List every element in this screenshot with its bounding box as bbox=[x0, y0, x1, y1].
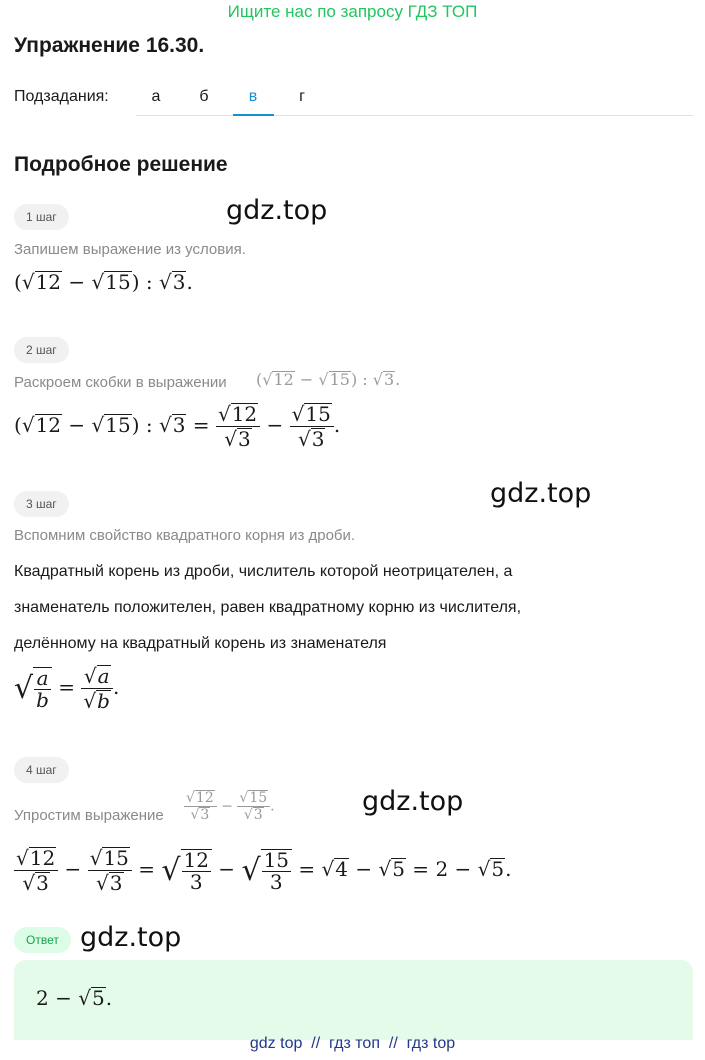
active-subtab-indicator bbox=[233, 114, 274, 116]
page-title: Упражнение 16.30. bbox=[14, 34, 205, 57]
step-3-formula: √ $\frac{a}{b}$ = $\frac{√a}{√b}$ . bbox=[14, 664, 120, 713]
watermark: gdz.top bbox=[490, 478, 592, 509]
step-2-hint: Раскроем скобки в выражении bbox=[14, 374, 227, 391]
step-1-expression: (√12 − √15) : √3. bbox=[14, 270, 193, 294]
section-title: Подробное решение bbox=[14, 153, 228, 176]
step-3-text-line: делённому на квадратный корень из знаменателя bbox=[14, 635, 387, 652]
watermark: gdz.top bbox=[80, 922, 182, 953]
step-3-badge: 3 шаг bbox=[14, 491, 69, 517]
answer-badge: Ответ bbox=[14, 927, 71, 953]
subtab-g[interactable]: г bbox=[299, 88, 305, 105]
watermark: gdz.top bbox=[226, 195, 328, 226]
step-4-badge: 4 шаг bbox=[14, 757, 69, 783]
step-4-hint: Упростим выражение bbox=[14, 807, 164, 824]
step-2-hint-expression: (√12 − √15) : √3. bbox=[256, 370, 401, 389]
subtabs-divider bbox=[136, 115, 693, 116]
subtasks-label: Подзадания: bbox=[14, 88, 109, 105]
subtab-a[interactable]: а bbox=[151, 88, 161, 105]
footer-links[interactable]: gdz top // гдз топ // гдз top bbox=[249, 1035, 456, 1052]
subtab-v[interactable]: в bbox=[248, 88, 258, 105]
step-4-hint-expression: $\frac{√12}{√3}$ − $\frac{√15}{√3}$ . bbox=[186, 790, 275, 823]
step-3-hint: Вспомним свойство квадратного корня из дроби. bbox=[14, 527, 356, 544]
step-4-expression: $\frac{√12}{√3}$ − $\frac{√15}{√3}$ = √ $\frac{12}{3}$ − √ $\frac{15}{3}$ = √4 − √5 = 2 − √5. bbox=[16, 846, 512, 895]
watermark: gdz.top bbox=[362, 786, 464, 817]
step-3-text-line: Квадратный корень из дроби, числитель которой неотрицателен, а bbox=[14, 563, 513, 580]
step-2-badge: 2 шаг bbox=[14, 337, 69, 363]
step-2-expression: (√12 − √15) : √3 = $\frac{√12}{√3}$ − $\frac{√15}{√3}$ . bbox=[14, 402, 341, 451]
step-1-badge: 1 шаг bbox=[14, 204, 69, 230]
answer-expression: 2 − √5. bbox=[36, 986, 113, 1010]
answer-box bbox=[14, 960, 693, 1040]
subtab-b[interactable]: б bbox=[199, 88, 209, 105]
step-1-hint: Запишем выражение из условия. bbox=[14, 241, 246, 258]
step-3-text-line: знаменатель положителен, равен квадратному корню из числителя, bbox=[14, 599, 522, 616]
top-banner: Ищите нас по запросу ГДЗ ТОП bbox=[227, 2, 478, 21]
